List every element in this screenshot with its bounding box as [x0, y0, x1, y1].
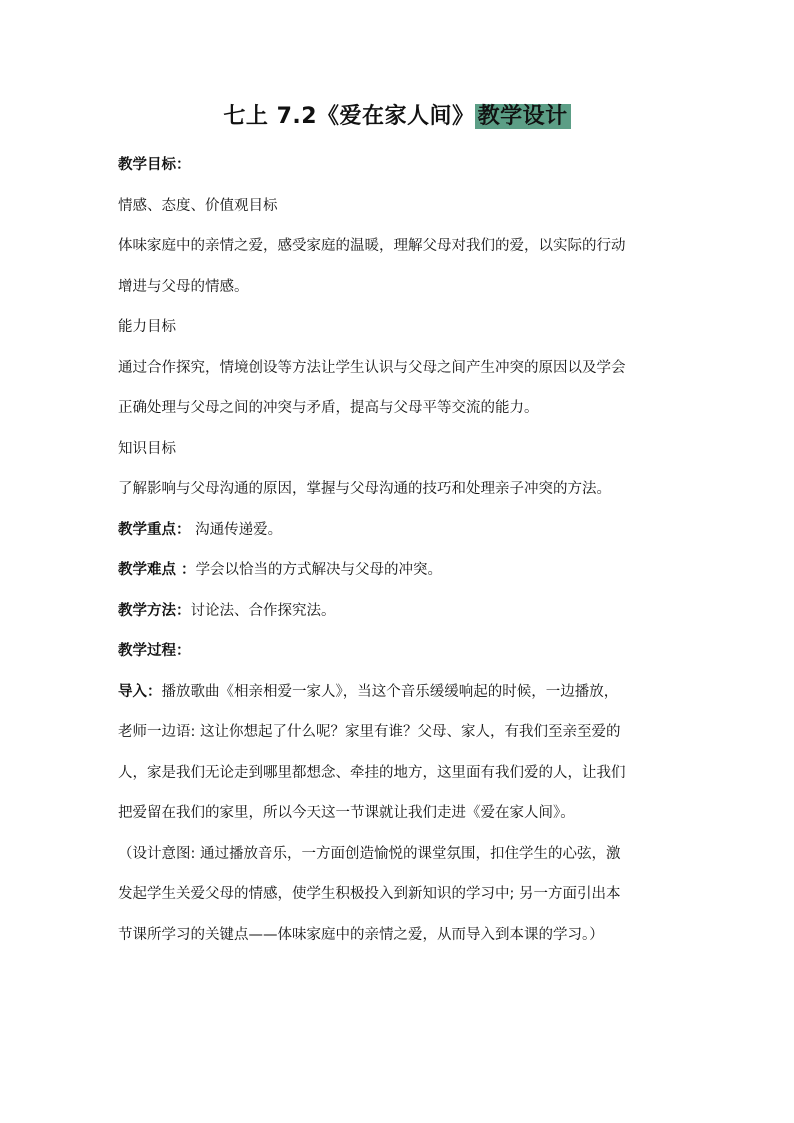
intro-text-line-2: 老师一边语: 这让你想起了什么呢？家里有谁？父母、家人，有我们至亲至爱的 — [118, 724, 621, 740]
method-label: 教学方法： — [118, 602, 191, 619]
ability-text-line-1: 通过合作探究，情境创设等方法让学生认识与父母之间产生冲突的原因以及学会 — [118, 359, 626, 376]
method-text: 讨论法、合作探究法。 — [190, 602, 336, 619]
key-point-label: 教学重点： — [118, 521, 191, 538]
intro-row — [118, 672, 678, 713]
title-highlight: 教学设计 — [475, 104, 571, 129]
emotion-text-line-1: 体味家庭中的亲情之爱，感受家庭的温暖，理解父母对我们的爱，以实际的行动 — [118, 238, 626, 254]
design-text-line-2: 发起学生关爱父母的情感，使学生积极投入到新知识的学习中; 另一方面引出本 — [118, 886, 621, 902]
key-point-text: 沟通传递爱。 — [190, 521, 283, 538]
design-text-line-1: （设计意图: 通过播放音乐，一方面创造愉悦的课堂氛围，扣住学生的心弦，激 — [118, 845, 621, 862]
difficulty-text: 学会以恰当的方式解决与父母的冲突。 — [195, 562, 443, 578]
ability-text-line-2: 正确处理与父母之间的冲突与矛盾，提高与父母平等交流的能力。 — [118, 400, 539, 416]
title-main: 七上 7.2《爱在家人间》 — [223, 104, 475, 129]
key-point-row — [118, 510, 678, 551]
intro-label: 导入： — [118, 683, 162, 700]
document-body — [118, 145, 678, 955]
intro-text-line-3: 人，家是我们无论走到哪里都想念、牵挂的地方，这里面有我们爱的人，让我们 — [118, 764, 626, 781]
emotion-text-line-2: 增进与父母的情感。 — [118, 278, 249, 295]
intro-text-line-1: 播放歌曲《相亲相爱一家人》，当这个音乐缓缓响起的时候，一边播放， — [161, 683, 619, 700]
ability-heading: 能力目标 — [118, 319, 176, 335]
emotion-heading: 情感、态度、价值观目标 — [118, 197, 278, 214]
process-heading: 教学过程： — [118, 643, 191, 659]
knowledge-text: 了解影响与父母沟通的原因，掌握与父母沟通的技巧和处理亲子冲突的方法。 — [118, 481, 611, 497]
knowledge-heading: 知识目标 — [118, 440, 176, 457]
difficulty-label: 教学难点 ： — [118, 562, 196, 578]
objectives-heading: 教学目标： — [118, 157, 191, 173]
document-title — [0, 100, 794, 134]
difficulty-row — [118, 550, 678, 591]
method-row — [118, 591, 678, 632]
intro-text-line-4: 把爱留在我们的家里，所以今天这一节课就让我们走进《爱在家人间》。 — [118, 805, 575, 821]
design-text-line-3: 节课所学习的关键点——体味家庭中的亲情之爱，从而导入到本课的学习。） — [118, 926, 604, 943]
